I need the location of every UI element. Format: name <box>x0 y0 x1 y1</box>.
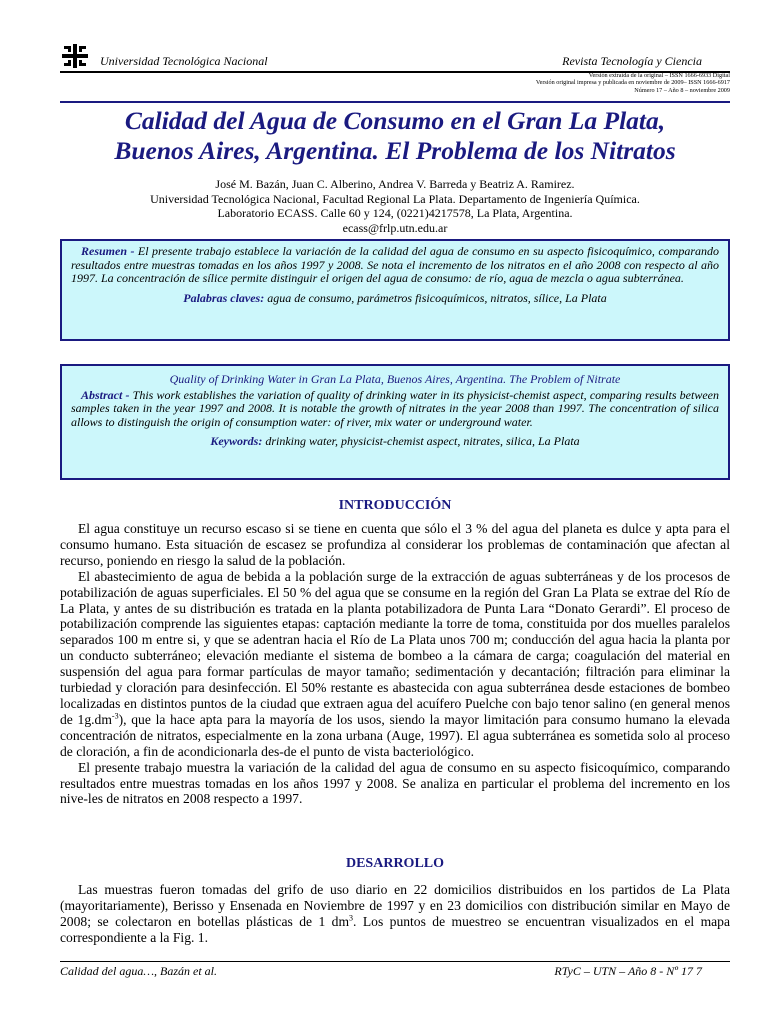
desarrollo-body <box>60 882 730 946</box>
header-meta <box>536 72 730 94</box>
paragraph-text: . Los puntos de muestreo se encuentran visualizados en el mapa correspondiente a la Fig. 1. <box>60 913 731 945</box>
paragraph <box>60 882 730 946</box>
resumen-box <box>60 239 730 341</box>
title-line: Calidad del Agua de Consumo en el Gran La Plata, <box>124 106 666 135</box>
superscript: -3 <box>111 711 119 721</box>
paper-title <box>60 106 730 166</box>
intro-body <box>60 521 730 807</box>
resumen-text: El presente trabajo establece la variación de la calidad del agua de consumo en su aspecto fisicoquímico, comparando resultados entre muestras tomadas en los años 1997 y 2008. Se nota el incremento de los nitratos en el año 2008 con respecto al año 1997. La concentración de sílice permite distinguir el origen del agua de consumo: de río, agua de mezcla o agua subterránea. <box>71 244 719 286</box>
authors-block <box>60 177 730 235</box>
paragraph <box>60 569 730 760</box>
paragraph: El agua constituye un recurso escaso si se tiene en cuenta que sólo el 3 % del agua del planeta es dulce y apta para el consumo humano. Esta situación de escasez se profundiza al considerar los problemas de contaminación que afectan al recurso, poniendo en riesgo la salud de la población. <box>60 521 730 568</box>
section-heading-introduccion: INTRODUCCIÓN <box>338 498 452 513</box>
section-heading-desarrollo: DESARROLLO <box>345 856 445 871</box>
meta-line: Número 17 – Año 8 – noviembre 2009 <box>634 86 730 94</box>
resumen-label: Resumen - <box>81 244 138 258</box>
abstract-label: Abstract - <box>81 387 133 402</box>
address: Laboratorio ECASS. Calle 60 y 124, (0221)4217578, La Plata, Argentina. <box>217 206 573 220</box>
email: ecass@frlp.utn.edu.ar <box>342 220 448 235</box>
meta-line: Versión extraída de la original – ISSN 1666-6933 Digital <box>588 72 730 79</box>
palabras-text: agua de consumo, parámetros fisicoquímicos, nitratos, sílice, La Plata <box>267 290 607 305</box>
paragraph-text: El abastecimiento de agua de bebida a la población surge de la extracción de aguas subterráneas y de los procesos de potabilización de aguas superficiales. El 50 % del agua que se consume en la región del Gran La Plata se extrae del Río de La Plata, y antes de su distribución es tratada en la planta potabilizadora de Punta Lara “Donato Gerardi”. El proceso de potabilización comprende las siguientes etapas: captación mediante la torre de toma, constituida por dos muelles paralelos separados 100 m entre si, y que se adentran hacia el Río de La Plata unos 700 m; conducción del agua hacia la planta por un conducto subterráneo; elevación mediante el sistema de bombeo a la cámara de carga; coagulación del material en suspensión del agua para formar partículas de mayor tamaño; sedimentación y decantación; filtración para eliminar la turbiedad y cloración para desinfección. El 50% restante es abastecida con agua subterránea desde estaciones de bombeo localizadas en distintos puntos de la ciudad que extraen agua del acuífero Puelche con bajo tenor salino (en general menos de 1g.dm <box>60 568 730 727</box>
title-rule <box>60 101 730 103</box>
footer-rule <box>60 961 730 962</box>
paragraph: El presente trabajo muestra la variación de la calidad del agua de consumo en su aspecto fisicoquímico, comparando resultados entre muestras tomadas en los años 1997 y 2008. Se analiza en particular el problema del incremento en los nive-les de nitratos en 2008 respecto a 1997. <box>60 759 730 807</box>
meta-line: Versión original impresa y publicada en noviembre de 2009– ISSN 1666-6917 <box>535 79 730 87</box>
author-names: José M. Bazán, Juan C. Alberino, Andrea V. Barreda y Beatriz A. Ramirez. <box>215 177 575 191</box>
paragraph-text: ), que la hace apta para la mayoría de los usos, siendo la mayor limitación para consumo humano la elevada concentración de nitratos, especialmente en la zona urbana (Auge, 1997). El agua subterránea es sometida solo al proceso de cloración, a fin de acondicionarla des-de el punto de vista bacteriológico. <box>60 711 730 759</box>
footer-citation: Calidad del agua…, Bazán et al. <box>60 964 217 978</box>
superscript: 3 <box>349 913 354 923</box>
paragraph-text: Las muestras fueron tomadas del grifo de uso diario en 22 domicilios distribuidos en los partidos de La Plata (mayoritariamente), Berisso y Ensenada en Noviembre de 1997 y en 23 domicilios con distribución similar en Mayo de 2008; se colectaron en botellas plásticas de 1 dm <box>60 882 730 929</box>
footer-page-info: RTyC – UTN – Año 8 - Nº 17 7 <box>554 964 702 978</box>
affiliation: Universidad Tecnológica Nacional, Facultad Regional La Plata. Departamento de Ingeniería Química. <box>150 191 640 206</box>
utn-logo-icon <box>62 44 88 68</box>
abstract-box <box>60 364 730 480</box>
palabras-label: Palabras claves: <box>183 290 268 305</box>
header-journal: Revista Tecnología y Ciencia <box>562 54 702 68</box>
keywords-label: Keywords: <box>210 434 266 449</box>
keywords-text: drinking water, physicist-chemist aspect, nitrates, silica, La Plata <box>265 434 580 449</box>
title-line: Buenos Aires, Argentina. El Problema de los Nitratos <box>114 136 676 165</box>
header-university: Universidad Tecnológica Nacional <box>100 54 268 68</box>
abstract-text: This work establishes the variation of quality of drinking water in its physicist-chemist aspect, comparing results between samples taken in the year 1997 and 2008. It is notable the growth of nitrates in the year 2008 than 1997. The concentration of silica allows to distinguish the origin of consumption water: of river, mix water or underground water. <box>71 387 719 429</box>
abstract-title: Quality of Drinking Water in Gran La Plata, Buenos Aires, Argentina. The Problem of Nitrate <box>169 372 621 386</box>
